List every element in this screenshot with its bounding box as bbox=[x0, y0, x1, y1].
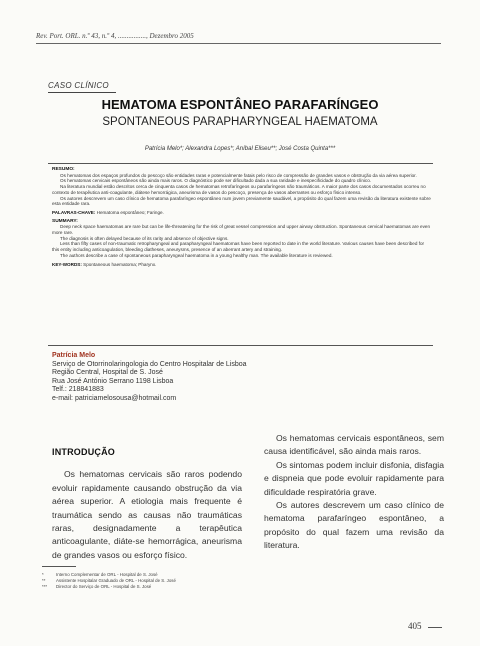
author-affiliation bbox=[52, 352, 312, 404]
palavras-chave-label: PALAVRAS-CHAVE: bbox=[52, 209, 96, 215]
body-paragraph: Os hematomas cervicais espontâneos, sem causa identificável, são ainda mais raros. bbox=[264, 433, 444, 457]
key-words-label: KEY-WORDS: bbox=[52, 261, 82, 267]
body-column-right bbox=[264, 432, 444, 553]
resumo-paragraph: Os hematomas dos espaços profundos do pescoço são entidades raras e potencialmente fatais pelo risco de compressão de grandes vasos e obstrução da via aérea superior. bbox=[60, 172, 417, 178]
summary-heading: SUMMARY: bbox=[52, 218, 78, 224]
corresponding-author: Patrícia Melo bbox=[52, 352, 96, 359]
footnote-item: *** Director do Serviço de ORL - Hospital de S. José bbox=[42, 584, 152, 589]
summary-paragraph: The authors describe a case of spontaneous parapharyngeal haematoma in a young healthy man. The available literature is reviewed. bbox=[60, 252, 333, 258]
key-words bbox=[52, 262, 432, 268]
abstract-top-rule bbox=[48, 163, 433, 164]
affiliation-phone: Telf.: 218841883 bbox=[52, 386, 104, 394]
summary-paragraph: Less than fifty cases of non-traumatic retropharyngeal and parapharyngeal haematomas have been reported to date in the world literature. Various causes have been described for this entity including anticoagulation, bleeding diatheses, aneurysms, presence of an aberrant artery and straining. bbox=[52, 241, 425, 253]
affiliation-email: e-mail: patriciamelosousa@hotmail.com bbox=[52, 394, 177, 402]
summary-paragraph: Deep neck space haematomas are rare but can be life-threatening for the risk of great vessel compression and upper airway obstruction. Spontaneous cervical haematomas are even more rare. bbox=[52, 224, 430, 236]
summary-paragraph: The diagnosis is often delayed because of its rarity and absence of objective signs. bbox=[60, 235, 229, 241]
resumo-paragraph: Os hematomas cervicais espontâneos são ainda mais raros. O diagnóstico pode ser dificultado dada a sua raridade e inespecificidade do quadro clínico. bbox=[60, 178, 372, 184]
section-label: CASO CLÍNICO bbox=[48, 81, 109, 90]
article-title: HEMATOMA ESPONTÂNEO PARAFARÍNGEO bbox=[101, 97, 379, 112]
affiliation-line: Serviço de Otorrinolaringologia do Centro Hospitalar de Lisboa bbox=[52, 360, 247, 368]
abstract-block bbox=[52, 167, 432, 267]
resumo-heading: RESUMO: bbox=[52, 167, 75, 172]
palavras-chave-values: Hematoma espontâneo; Faringe. bbox=[96, 209, 164, 215]
body-paragraph: Os hematomas cervicais são raros podendo evoluir rapidamente causando obstrução da via aérea superior. A etiologia mais frequente é traumática sendo as causas não traumáticas raras, designadamente a terapêutica anticoagulante, diáte-se hemorrágica, aneurisma de grandes vasos ou esforço físico. bbox=[52, 469, 242, 560]
body-paragraph: Os autores descrevem um caso clínico de hematoma parafaríngeo espontâneo, a propósito do qual fazem uma revisão da literatura. bbox=[264, 500, 444, 551]
header-rule bbox=[36, 43, 441, 44]
page-number: 405 bbox=[408, 621, 422, 631]
affiliation-line: Região Central, Hospital de S. José bbox=[52, 369, 163, 377]
body-column-left bbox=[52, 446, 242, 562]
key-words-values: Spontaneous haematoma; Pharynx. bbox=[83, 261, 157, 267]
journal-header: Rev. Port. ORL. n.º 43, n.º 4, ................, Dezembro 2005 bbox=[36, 32, 194, 40]
article-subtitle: SPONTANEOUS PARAPHARYNGEAL HAEMATOMA bbox=[102, 116, 378, 128]
footnotes bbox=[42, 572, 302, 590]
author-list: Patrícia Melo*; Alexandra Lopes*; Aníbal Eliseu**; José Costa Quinta*** bbox=[144, 146, 336, 152]
affiliation-line: Rua José António Serrano 1198 Lisboa bbox=[52, 377, 174, 385]
footnote-rule bbox=[42, 566, 76, 567]
footnote-item: ** Assistente Hospitalar Graduado de ORL - Hospital de S. José bbox=[42, 578, 176, 583]
page-number-rule bbox=[428, 627, 442, 628]
body-paragraph: Os sintomas podem incluir disfonia, disfagia e dispneia que pode evoluir rapidamente para dificuldade respiratória grave. bbox=[264, 459, 444, 497]
abstract-bottom-rule bbox=[48, 345, 433, 346]
resumo-paragraph: Os autores descrevem um caso clínico de hematoma parafaríngeo espontâneo num jovem previamente saudável, a propósito do qual fazem uma revisão da literatura existente sobre esta entidade rara. bbox=[52, 195, 431, 207]
introduction-heading: INTRODUÇÃO bbox=[52, 447, 115, 457]
section-underline bbox=[48, 92, 116, 93]
resumo-paragraph: Na literatura mundial estão descritos cerca de cinquenta casos de hematomas retrofaríngeos ou parafaríngeos não traumáticos. A maior parte dos casos documentados ocorreu no contexto de terapêutica anti-coagulante, diátese hemorrágica, aneurisma de vasos do pescoço, presença de vasos aberrantes ou esforço físico intenso. bbox=[52, 184, 426, 195]
footnote-item: * Interno Complementar de ORL - Hospital de S. José bbox=[42, 572, 158, 577]
